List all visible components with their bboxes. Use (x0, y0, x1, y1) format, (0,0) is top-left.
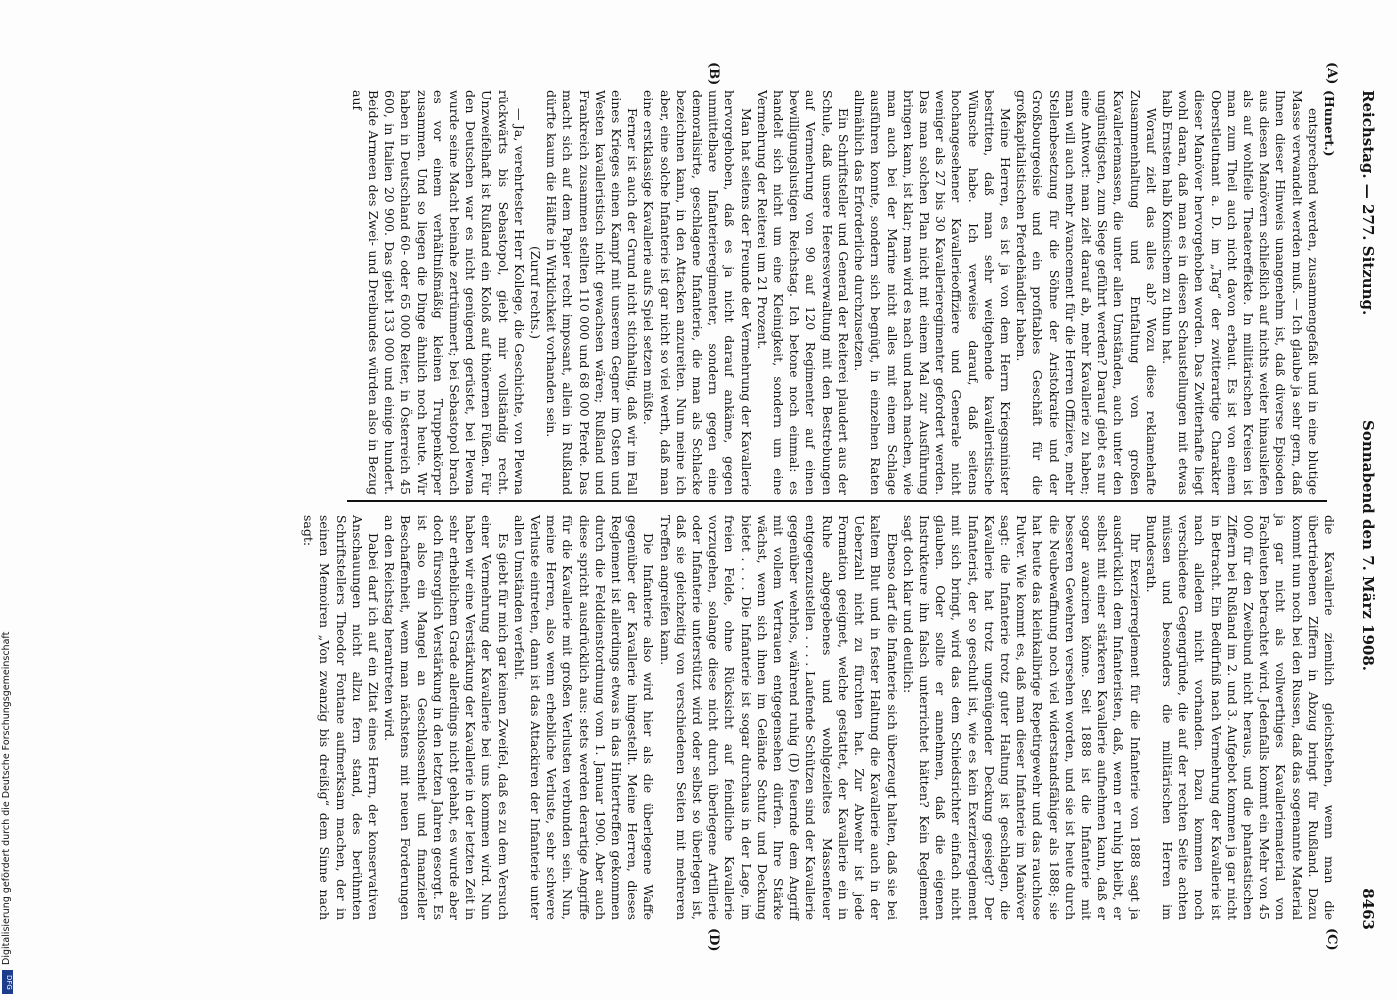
dfg-logo: DFG (2, 970, 13, 994)
paragraph: Worauf zielt das alles ab? Wozu diese reklamehafte Zusammenhaltung und Entfaltung von großen Kavalleriemassen, die unter allen Umständen, auch unter den ungünstigsten, zum Siege geführt werden? Darauf giebt es nur eine Antwort: man zielt darauf ab, mehr Kavallerie zu haben; man will auch mehr Avancement für die Herren Offiziere, mehr Stellenbesetzung für die Söhne der Aristokratie und der Großbourgeoisie und ein profitables Geschäft für die großkapitalistischen Pferdehändler haben. (1014, 90, 1159, 495)
interjection: (Zuruf rechts.) (528, 246, 544, 339)
paragraph: Ihr Exerzierreglement für die Infanterie von 1888 sagt ja ausdrücklich dem Infanteristen, daß, wenn er ruhig bleibt, er selbst mit einer stärkeren Kavallerie aufnehmen kann, daß er sogar avanciren könne. Seit 1888 ist die Infanterie mit besseren Gewehren versehen worden, und sie ist heute durch die Neubewaffnung noch viel widerstandsfähiger als 1888; sie hat heute das kleinkalibrige Repetirgewehr und das rauchlose Pulver. Wie kommt es, daß man dieser Infanterie im Manöver sagt: die Infanterie trotz guter Haltung ist geschlagen, die Kavallerie hat trotz ungenügender Deckung gesiegt? Der Infanterist, der so geschult ist, wie es kein Exerzierreglement mit sich bringt, wird das dem Schiedsrichter einfach nicht glauben. Oder sollte er annehmen, daß die eigenen Instrukteure ihn falsch unterrichtet hätten? Kein Reglement sagt doch klar und deutlich: (900, 515, 1143, 920)
margin-letter-c: (C) (1324, 928, 1339, 951)
page-header (1353, 90, 1377, 930)
header-title: Reichstag. — 277. Sitzung. (1359, 90, 1377, 316)
paragraph: Ein Schriftsteller und General der Reiterei plaudert aus der Schule, daß unsere Heeresverwaltung mit den Bestrebungen auf Vermehrung von 90 auf 120 Regimenter auf einen bewilligungslustigen Reichstag. Ich betone noch einmal: es handelt sich nicht um eine Kleinigkeit, sondern um eine Vermehrung der Reiterei um 21 Prozent. (754, 90, 851, 495)
paragraph: — Ja, verehrtester Herr Kollege, die Geschichte, von Plewna rückwärts bis Sebastopol, giebt mir vollständig recht. Unzweifelhaft ist Rußland ein Koloß auf thönernen Füßen. Für den Deutschen war es nicht genügend gerüstet, bei Plewna wurde seine Macht beinahe zertrümmert; bei Sebastopol brach es vor einem verhältnißmäßig kleinen Truppenkörper zusammen. Und so liegen die Dinge ähnlich noch heute. Wir haben in Deutschland 60- oder 65 000 Reiter, in Österreich 45 600, in Italien 20 900. Das giebt 133 000 und einige hundert. Beide Armeen des Zwei- und Dreibundes würden also in Bezug auf (349, 90, 527, 495)
speaker-label: (Hunert.) (1322, 90, 1337, 157)
margin-letter-a: (A) (1324, 62, 1339, 85)
paragraph: Man hat seitens der Freunde der Vermehrung der Kavallerie hervorgehoben, daß es ja nicht darauf ankäme, gegen unmittelbare Infanterieregimenter, sondern gegen eine demoralisirte, geschlagene Infanterie, die man als Schlacke bezeichnen kann, in den Attacken anzureiten. Nun meine ich aber, eine solche Infanterie ist gar nicht so viel werth, daß man eine erstklassige Kavallerie aufs Spiel setzen müßte. (641, 90, 754, 495)
right-column (300, 515, 1337, 920)
page-number: 8463 (1359, 888, 1377, 930)
funding-credit: Digitalisierung gefördert durch die Deutsche Forschungsgemeinschaft (1, 631, 12, 965)
paragraph: Es giebt für mich gar keinen Zweifel, daß es zu dem Versuch einer Vermehrung der Kavallerie bei uns kommen wird. Nun haben wir eine Verstärkung der Kavallerie in der letzten Zeit in sehr erheblichem Grade allerdings nicht gehabt, es wurde aber doch fürsorglich Verstärkung in den letzten Jahren gesorgt. Es ist also ein Mangel an Geschlossenheit und finanzieller Beschaffenheit, wenn man nächstens mit neuen Forderungen an den Reichstag herantreten wird. (382, 515, 511, 920)
quoted-paragraph: Ebenso darf die Infanterie sich überzeugt halten, daß sie bei kaltem Blut und in fester Haltung die Kavallerie auch in der Ueberzahl nicht zu fürchten hat. Zur Abwehr ist jede Formation geeignet, welche gestattet, der Kavallerie ein in Ruhe abgegebenes und wohlgezieltes Massenfeuer entgegenzustellen . . . . Laufende Schützen sind der Kavallerie gegenüber wehrlos, während ruhig (D) feuernde dem Angriff mit vollem Vertrauen entgegensehen dürfen. Ihre Stärke wächst, wenn sich ihnen im Gelände Schutz und Deckung bietet . . . . Die Infanterie ist sogar durchaus in der Lage, im freien Felde, ohne Rücksicht auf feindliche Kavallerie vorzugehen, solange diese nicht durch überlegene Artillerie oder Infanterie unterstützt wird oder selbst so überlegen ist, daß sie gleichzeitig von verschiedenen Seiten mit mehreren Treffen angreifen kann. (657, 515, 900, 920)
paragraph: Die Infanterie also wird hier als die überlegene Waffe gegenüber der Kavallerie hingestellt. Meine Herren, dieses Reglement ist allerdings etwas in das Hintertreffen gekommen durch die Felddienstordnung vom 1. Januar 1900. Aber auch diese spricht ausdrücklich aus: stets werden derartige Angriffe für die Kavallerie mit großen Verlusten verbunden sein. Nun, meine Herren, also wenn erhebliche Verluste, sehr schwere Verluste eintreten, dann ist das Attackiren der Infanterie unter allen Umständen verfehlt. (511, 515, 657, 920)
digitization-footer (0, 0, 14, 1000)
paragraph: Dabei darf ich auf ein Zitat eines Herrn, der konservativen Anschauungen nicht allzu fern stand, des berühmten Schriftstellers Theodor Fontane aufmerksam machen, der in seinen Memoiren „Von zwanzig bis dreißig“ dem Sinne nach sagt: (301, 515, 382, 920)
left-column (349, 90, 1337, 495)
margin-letter-b: (B) (706, 62, 721, 86)
paragraph: Meine Herren, es ist ja von dem Herrn Kriegsminister bestritten, daß man sehr weitgehende kavalleristische Wünsche habe. Ich verweise darauf, daß seitens hochangesehener Kavallerieoffiziere und Generale nicht weniger als 27 bis 30 Kavallerieregimenter gefordert werden. Das man solchen Plan nicht mit einem Mal zur Ausführung bringen kann, ist klar; man wird es nach und nach machen, wie man auch bei der Marine nicht alles mit einem Schlage ausführen konnte, sondern sich begnügt, in einzelnen Raten allmählich das Erforderliche durchzusetzen. (852, 90, 1013, 495)
paragraph: Ferner ist auch der Grund nicht stichhaltig, daß wir im Fall eines Krieges einen Kampf mit unserem Gegner im Osten und Westen kavalleristisch nicht gewachsen wären; Rußland und Frankreich zusammen stellten 110 000 und 68 000 Pferde. Das macht sich auf dem Papier recht imposant, allein in Rußland dürfte kaum die Hälfte in Wirklichkeit vorhanden sein. (544, 90, 641, 495)
paragraph: entsprechend werden, zusammengefaßt und in eine blutige Masse verwandelt werden muß. — Ich glaube ja sehr gern, daß Ihnen dieser Hinweis unangenehm ist, daß diverse Episoden aus diesen Manövern schließlich auf nichts weiter hinausliefen als auf wohlfeile Theatereffekte. In militärischen Kreisen ist man zum Theil auch nicht davon erbaut. Es ist von einem Oberstleutnant a. D. im „Tag“ der zwitterartige Charakter dieser Manöver hervorgehoben worden. Das Zwitterhafte liegt wohl daran, daß man es in diesen Schaustellungen mit etwas halb Ernstem halb Komischem zu thun hat. (1159, 90, 1321, 495)
margin-letter-d: (D) (706, 928, 721, 952)
paragraph: die Kavallerie ziemlich gleichstehen, wenn man die übertriebenen Ziffern in Abzug bringt für Rußland. Dazu kommt nun noch bei den Russen, daß das sogenannte Material ja gar nicht als vollwerthiges Kavalleriematerial von Fachleuten betrachtet wird. Jedenfalls kommt ein Mehr von 45 000 für den Zweibund nicht heraus, und die phantastischen Ziffern bei Rußland im 2. und 3. Aufgebot kommen ja gar nicht in Betracht. Ein Bedürfniß nach Vermehrung der Kavallerie ist nach alledem nicht vorhanden. Dazu kommen noch verschiedene Gegengründe, die auf der rechten Seite achten müssen und besonders die militärischen Herren im Bundesrath. (1143, 515, 1337, 920)
column-divider (347, 500, 1327, 502)
header-date: Sonnabend den 7. März 1908. (1359, 420, 1377, 671)
